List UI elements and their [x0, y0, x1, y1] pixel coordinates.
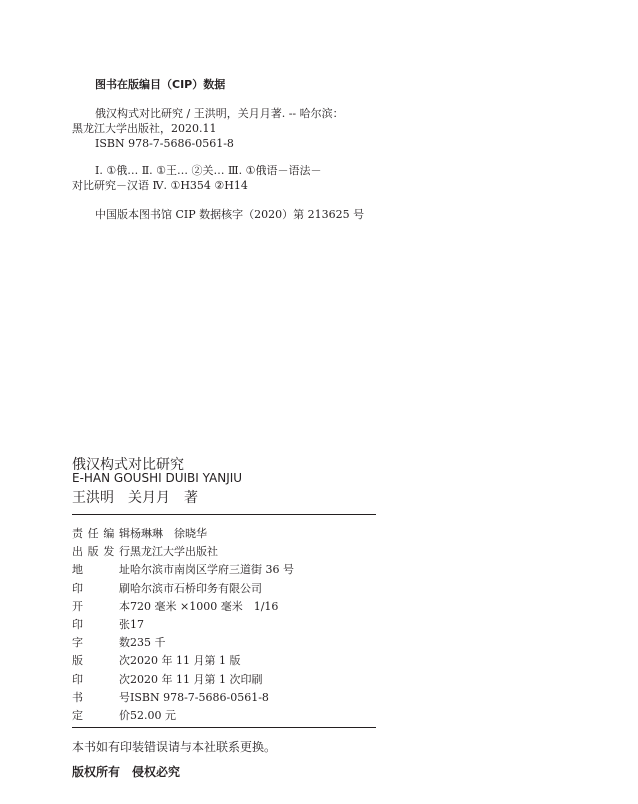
credit-label-char: 价 — [119, 708, 130, 722]
credit-value: 2020 年 11 月第 1 版 — [130, 654, 241, 668]
credit-label — [72, 561, 130, 579]
credit-label — [72, 634, 130, 652]
credit-label — [72, 689, 130, 707]
credit-label-char: 责 — [72, 527, 83, 540]
cip-entry-line1: 俄汉构式对比研究 / 王洪明，关月月著. -- 哈尔滨： — [95, 107, 344, 120]
credit-value: 52.00 元 — [130, 708, 176, 722]
credit-label — [72, 598, 130, 616]
credit-value: 黑龙江大学出版社 — [130, 545, 218, 559]
credit-label-char: 出 — [72, 545, 83, 559]
credit-label-char: 任 — [87, 527, 99, 540]
credit-label-char: 字 — [72, 636, 83, 650]
book-title: 俄汉构式对比研究 — [72, 457, 184, 473]
credit-label-char: 地 — [72, 563, 83, 577]
cip-entry — [72, 106, 344, 151]
credit-label — [72, 652, 130, 670]
credit-label — [72, 616, 130, 634]
credit-label-char: 辑 — [118, 527, 130, 540]
copyright-notice: 版权所有 侵权必究 — [72, 765, 181, 779]
credit-label-char: 编 — [103, 527, 115, 540]
credit-label — [72, 525, 130, 543]
book-pinyin-title: E-HAN GOUSHI DUIBI YANJIU — [72, 471, 243, 485]
credit-label-char: 次 — [119, 672, 130, 686]
credit-label — [72, 707, 130, 725]
credit-label-char: 版 — [72, 654, 83, 668]
cip-core-number: 中国版本图书馆 CIP 数据核字（2020）第 213625 号 — [95, 208, 365, 221]
credit-label-char: 发 — [103, 545, 115, 559]
credit-label-char: 印 — [72, 581, 83, 595]
credit-row — [72, 707, 294, 725]
credit-label-char: 印 — [72, 672, 83, 686]
credit-row — [72, 543, 294, 561]
credit-row — [72, 671, 294, 689]
credit-row — [72, 652, 294, 670]
cip-isbn: ISBN 978-7-5686-0561-8 — [95, 137, 234, 150]
cip-subject-line1: Ⅰ. ①俄… Ⅱ. ①王… ②关… Ⅲ. ①俄语－语法－ — [95, 164, 322, 177]
cip-entry-line2: 黑龙江大学出版社，2020.11 — [72, 122, 217, 135]
credit-label-char: 定 — [72, 708, 83, 722]
cip-subject-line2: 对比研究－汉语 Ⅳ. ①H354 ②H14 — [72, 179, 248, 192]
credit-label-char: 次 — [119, 654, 130, 668]
divider-bottom — [72, 727, 376, 728]
credit-value: 哈尔滨市南岗区学府三道街 36 号 — [130, 563, 294, 577]
credit-value: 235 千 — [130, 636, 166, 650]
credit-label-char: 号 — [119, 690, 130, 704]
credits-list — [72, 525, 294, 725]
credit-row — [72, 689, 294, 707]
credit-value: ISBN 978-7-5686-0561-8 — [130, 690, 269, 704]
credit-label-char: 开 — [72, 599, 83, 613]
replacement-notice: 本书如有印装错误请与本社联系更换。 — [72, 740, 277, 754]
credit-row — [72, 634, 294, 652]
credit-label-char: 址 — [119, 563, 130, 577]
credit-value: 2020 年 11 月第 1 次印刷 — [130, 672, 263, 686]
credit-row — [72, 580, 294, 598]
credit-label-char: 版 — [87, 545, 99, 559]
credit-label-char: 行 — [118, 545, 130, 559]
credit-label-char: 张 — [119, 617, 130, 631]
divider-top — [72, 514, 376, 515]
cip-heading: 图书在版编目（CIP）数据 — [95, 78, 226, 91]
credit-label — [72, 671, 130, 689]
book-authors: 王洪明 关月月 著 — [72, 490, 198, 506]
credit-label-char: 刷 — [119, 581, 130, 595]
credit-label-char: 本 — [119, 599, 130, 613]
credit-row — [72, 561, 294, 579]
credit-row — [72, 616, 294, 634]
credit-label — [72, 543, 130, 561]
credit-value: 哈尔滨市石桥印务有限公司 — [130, 581, 262, 595]
credit-value: 17 — [130, 617, 144, 631]
credit-value: 杨琳琳 徐晓华 — [130, 527, 207, 540]
credit-row — [72, 525, 294, 543]
credit-label-char: 书 — [72, 690, 83, 704]
credit-label-char: 印 — [72, 617, 83, 631]
cip-subjects — [72, 163, 321, 193]
credit-label-char: 数 — [119, 636, 130, 650]
credit-label — [72, 580, 130, 598]
credit-value: 720 毫米 ×1000 毫米 1/16 — [130, 599, 279, 613]
credit-row — [72, 598, 294, 616]
